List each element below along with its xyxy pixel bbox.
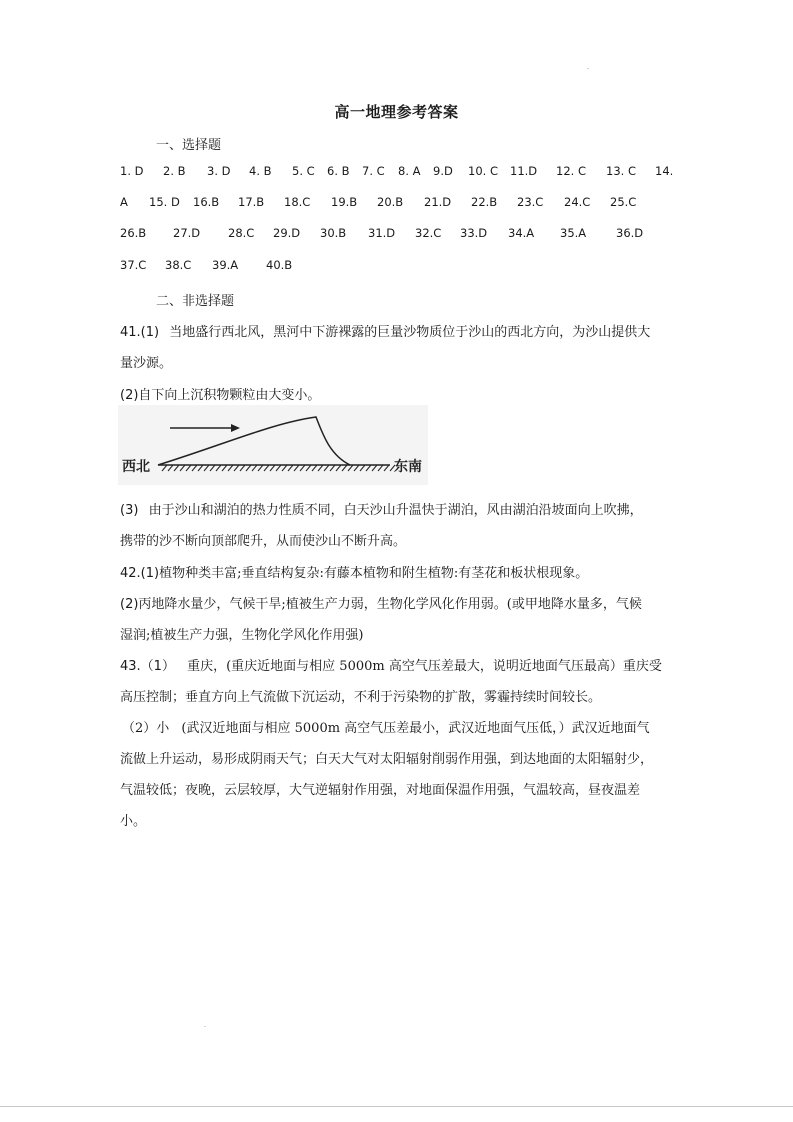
q41-part1-text: 当地盛行西北风，黑河中下游裸露的巨量沙物质位于沙山的西北方向，为沙山提供大	[169, 325, 651, 340]
section1-heading: 一、选择题	[156, 138, 222, 153]
q43-part1-number: 43.（1）	[120, 659, 175, 674]
q41-part1-line2: 量沙源。	[120, 356, 173, 371]
q42-part2-line2: 湿润;植被生产力强，生物化学风化作用强)	[120, 628, 364, 643]
choice-answer: 33.D	[460, 226, 488, 240]
q42-part1-number: 42.(1)	[120, 566, 160, 581]
choice-answer: A	[120, 195, 128, 209]
choice-answer: 16.B	[193, 195, 220, 209]
choice-answer: 40.B	[266, 258, 293, 272]
q41-part3-number: (3)	[120, 503, 139, 518]
q41-part1-line1	[120, 321, 650, 340]
q41-part3-line1	[120, 499, 643, 518]
choice-answer: 13. C	[606, 164, 636, 178]
choice-answer: 12. C	[556, 164, 586, 178]
choice-answer: 37.C	[120, 258, 147, 272]
label-northwest: 西北	[122, 459, 150, 475]
choice-answer: 34.A	[508, 226, 535, 240]
choice-answer: 39.A	[212, 258, 239, 272]
choice-answer: 36.D	[616, 226, 644, 240]
choice-answer: 2. B	[163, 164, 186, 178]
choice-answer: 10. C	[468, 164, 498, 178]
choice-answer: 4. B	[249, 164, 272, 178]
q41-part3-text: 由于沙山和湖泊的热力性质不同，白天沙山升温快于湖泊，风由湖泊沿坡面向上吹拂，	[148, 503, 643, 518]
q41-part1-number: 41.(1)	[120, 325, 160, 340]
q41-part2-text: 自下向上沉积物颗粒由大变小。	[138, 388, 321, 403]
choice-answer: 38.C	[165, 258, 192, 272]
choice-answer: 6. B	[327, 164, 350, 178]
choice-answer: 21.D	[424, 195, 452, 209]
label-southeast: 东南	[394, 459, 422, 475]
choice-answer: 32.C	[415, 226, 442, 240]
choice-answer: 25.C	[610, 195, 637, 209]
q43-part2-number: （2）小	[122, 721, 170, 736]
q43-part2-line3: 气温较低；夜晚，云层较厚，大气逆辐射作用强，对地面保温作用强，气温较高，昼夜温差	[120, 783, 641, 798]
choice-answer: 18.C	[284, 195, 311, 209]
choice-answer: 30.B	[320, 226, 347, 240]
choice-answer: 29.D	[273, 226, 301, 240]
choice-answer: 1. D	[120, 164, 144, 178]
choice-answer: 5. C	[292, 164, 315, 178]
choice-answer: 11.D	[510, 164, 538, 178]
choice-answer: 9.D	[433, 164, 453, 178]
q42-part2-line1	[120, 593, 642, 612]
q43-part2-line2: 流做上升运动，易形成阴雨天气；白天大气对太阳辐射削弱作用强，到达地面的太阳辐射少，	[120, 752, 654, 767]
choice-answer: 19.B	[331, 195, 358, 209]
section2-heading: 二、非选择题	[156, 294, 235, 309]
q43-part1-text: 重庆，(重庆近地面与相应 5000m 高空气压差最大，说明近地面气压最高）重庆受	[187, 659, 662, 674]
q43-part1-line1	[120, 655, 662, 674]
page-title: 高一地理参考答案	[334, 103, 459, 121]
q43-part2-line1	[122, 717, 650, 736]
q43-part1-line2: 高压控制；垂直方向上气流做下沉运动，不利于污染物的扩散，雾霾持续时间较长。	[120, 690, 602, 705]
q42-part1-text: 植物种类丰富;垂直结构复杂:有藤本植物和附生植物:有茎花和板状根现象。	[159, 566, 589, 581]
q42-part1	[120, 562, 588, 581]
sand-dune-diagram	[118, 405, 428, 485]
footer-divider	[0, 1106, 793, 1107]
diagram-background	[118, 405, 428, 485]
choice-answer: 31.D	[368, 226, 396, 240]
q43-part2-text: (武汉近地面与相应 5000m 高空气压差最小，武汉近地面气压低，）武汉近地面气	[181, 721, 650, 736]
q42-part2-text: 丙地降水量少，气候干旱;植被生产力弱，生物化学风化作用弱。(或甲地降水量多，气候	[138, 597, 642, 612]
choice-answer: 23.C	[517, 195, 544, 209]
choice-answer: 26.B	[120, 226, 147, 240]
choice-answer: 24.C	[564, 195, 591, 209]
q41-part3-line2: 携带的沙不断向顶部爬升，从而使沙山不断升高。	[120, 534, 407, 549]
bottom-dot: .	[204, 1022, 206, 1029]
choice-answer: 14.	[655, 164, 674, 178]
q41-part2	[120, 384, 320, 403]
choice-answer: 15. D	[149, 195, 180, 209]
choice-answer: 28.C	[228, 226, 255, 240]
q41-part2-number: (2)	[120, 388, 139, 403]
choice-answer: 35.A	[560, 226, 587, 240]
choice-answer: 7. C	[362, 164, 385, 178]
choice-answer: 27.D	[173, 226, 201, 240]
choice-answer: 20.B	[377, 195, 404, 209]
choice-answer: 17.B	[238, 195, 265, 209]
q42-part2-number: (2)	[120, 597, 139, 612]
top-dot: .	[587, 64, 589, 71]
choice-answer: 8. A	[398, 164, 421, 178]
choice-answer: 22.B	[471, 195, 498, 209]
q43-part2-line4: 小。	[120, 814, 147, 829]
choice-answer: 3. D	[207, 164, 231, 178]
